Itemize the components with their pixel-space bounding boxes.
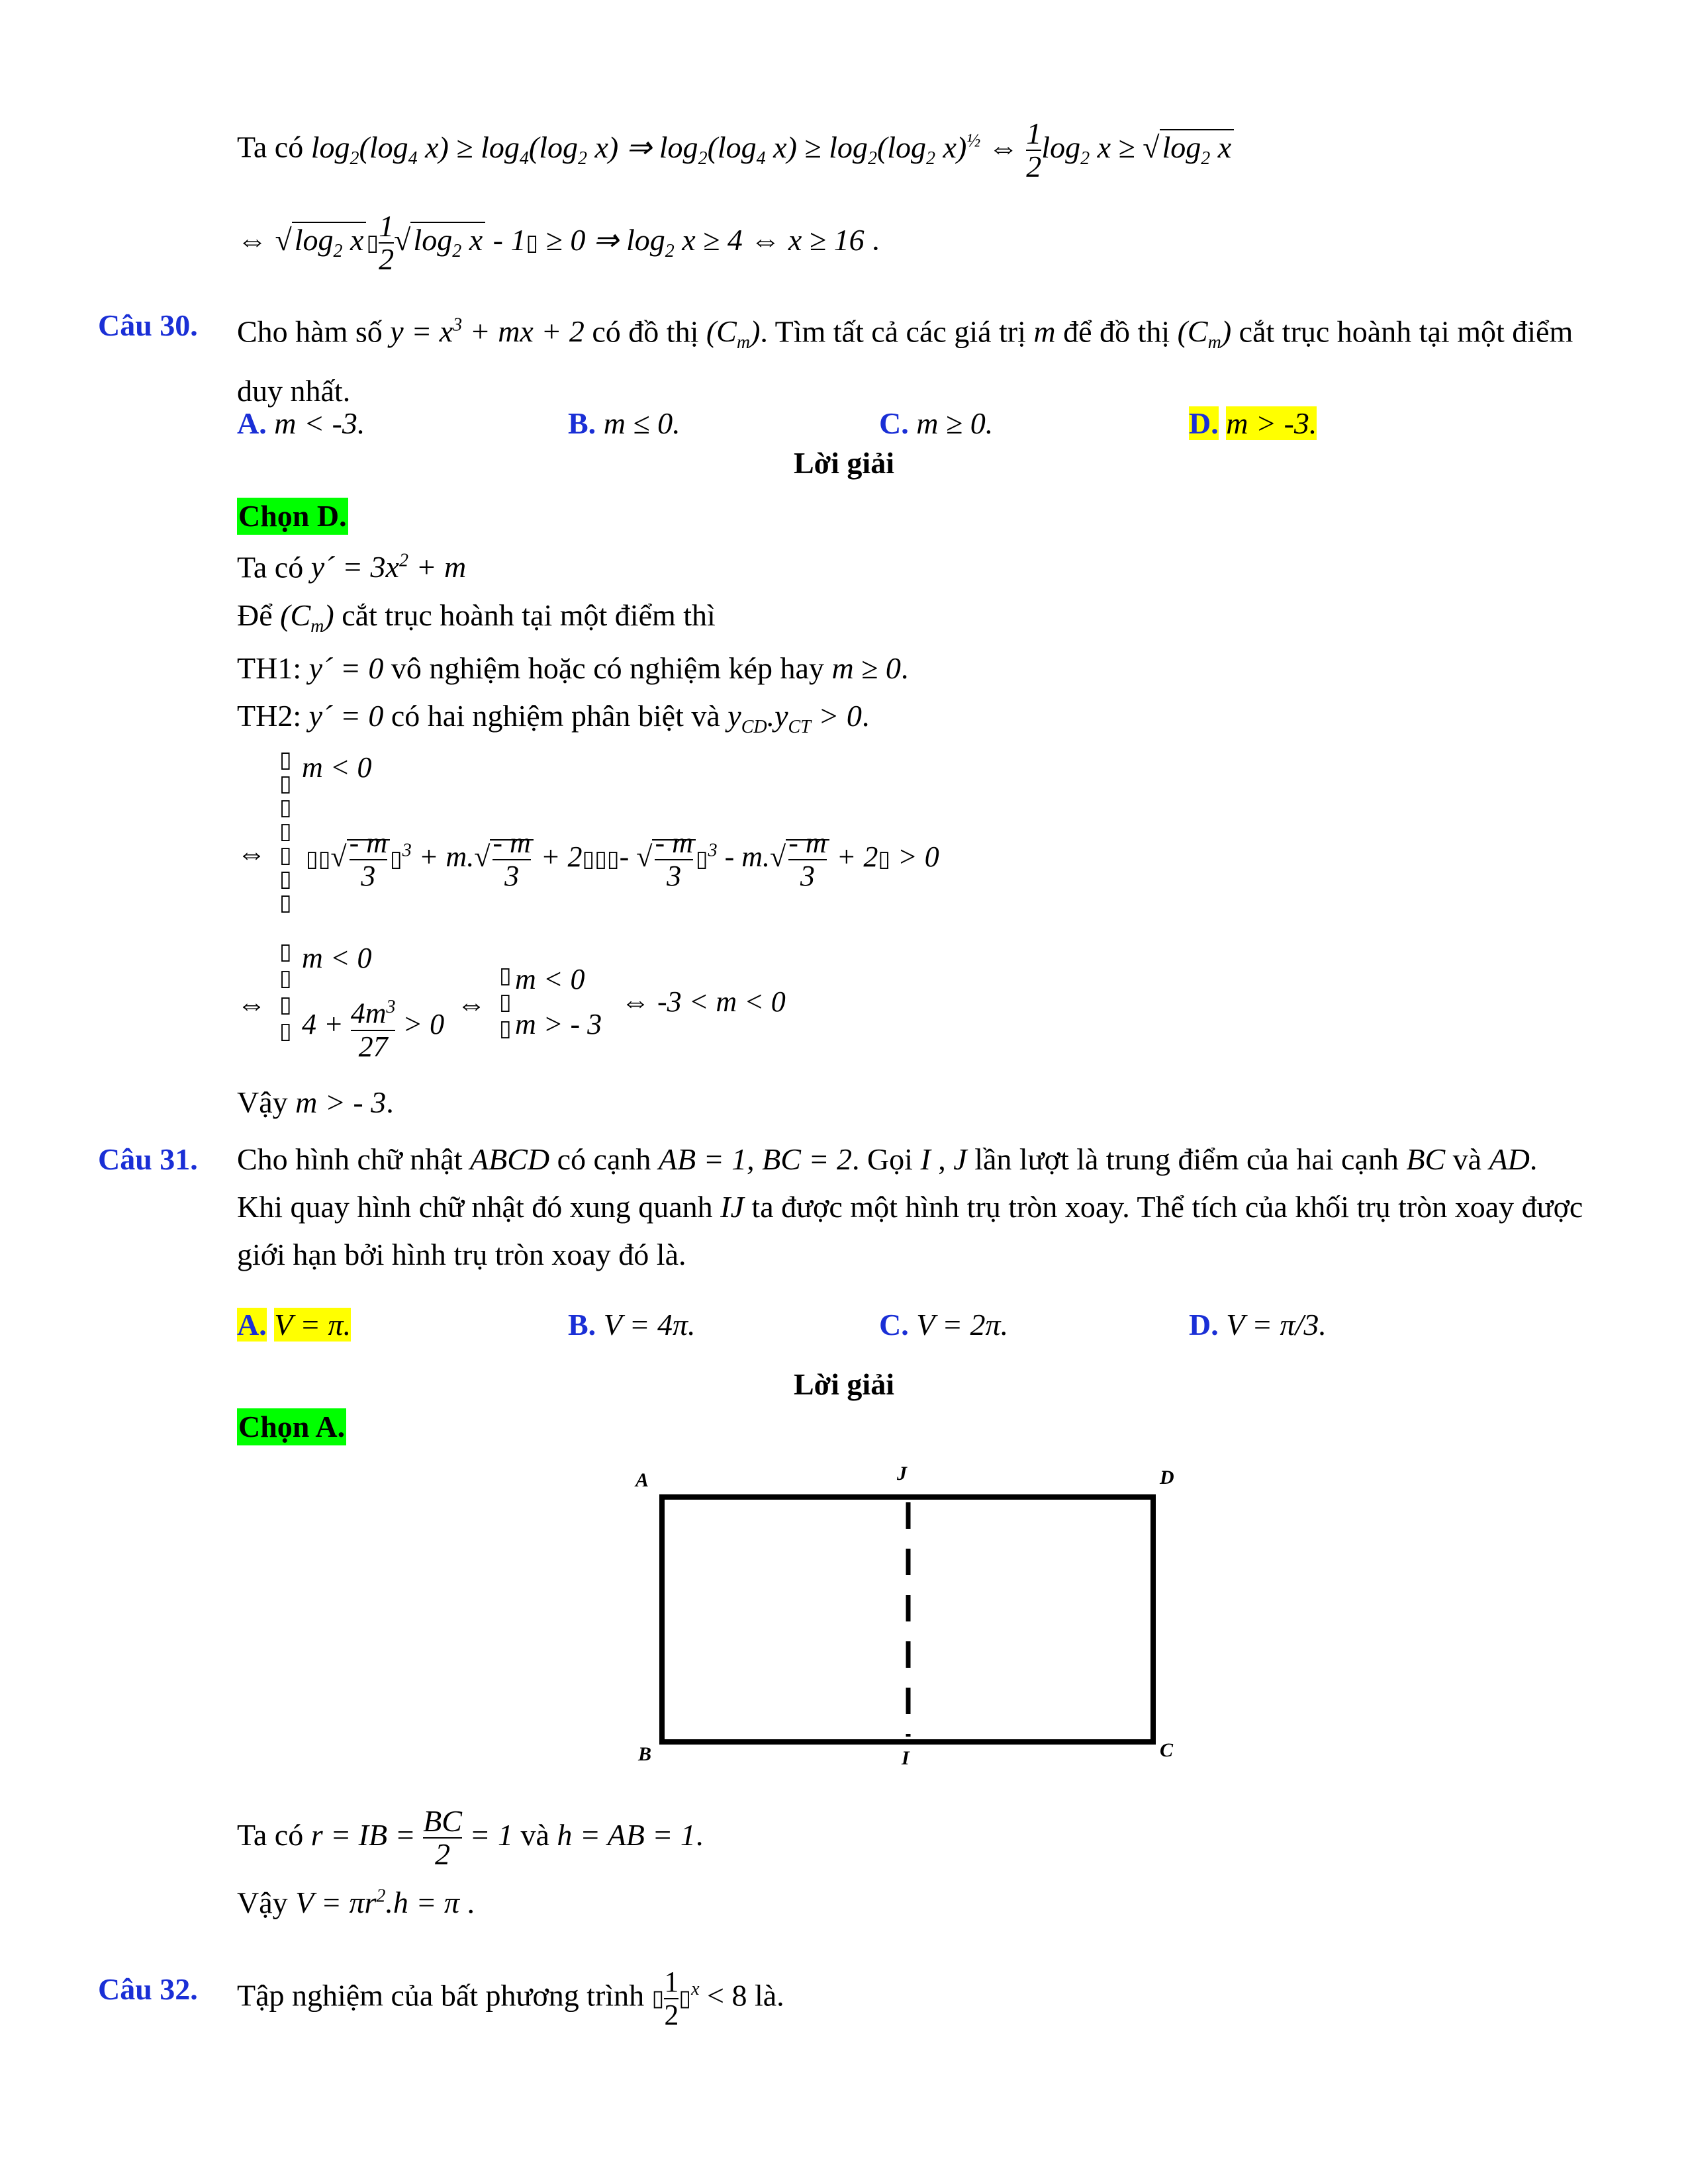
q30-option-a[interactable]: A. m < -3.: [237, 406, 365, 440]
q30-chosen: Chọn D.: [237, 498, 348, 535]
vertex-label-b: B: [638, 1743, 652, 1765]
q30-solution-title: Lời giải: [794, 446, 894, 480]
vertex-label-i: I: [902, 1747, 910, 1769]
eq-top-line-2: ⇔ $√\log_2$ x ▯ $\frac{1}{2}$ $√\log_2$ x - 1▯ ≥ 0 ⇒ $\log_2 x \ge 4$ ⇔ x ≥ 16 .: [237, 209, 880, 276]
eq-top-line-1: Ta có $\log_2(\log_4$ $x) \ge \log_4(\log_2$ x) ⇒ $\log_2(\log_4$ $x) \ge \log_2(\log_2$ x)$^{\frac{1}{2}}$ ⇔ $\frac{1}{2}$ $\log_2 x \ge √\log_2$ x: [237, 118, 1234, 183]
q30-system-2: ⇔ ▯ ▯ ▯ ▯ m < 0 4 + $\frac{4m^3}{27}$ > 0 ⇔ ▯ ▯ ▯ m < 0 m > - 3 ⇔ -3 < m < 0: [237, 938, 786, 1063]
q30-option-d[interactable]: D. m > -3.: [1189, 406, 1317, 440]
q30-line-1: Ta có y´ = $3x^2 + m$: [237, 550, 467, 584]
q31-option-b[interactable]: B. V = 4π.: [568, 1308, 696, 1342]
q31-option-c[interactable]: C. V = 2π.: [879, 1308, 1009, 1342]
q31-option-d[interactable]: D. V = π/3.: [1189, 1308, 1327, 1342]
q32-text: Tập nghiệm của bất phương trình ▯ $\frac{1}{2}$ ▯$^x$ < 8 là.: [237, 1965, 784, 2031]
q31-solution-title: Lời giải: [794, 1367, 894, 1401]
q31-line-1: Ta có r = IB = $\frac{BC}{2}$ = 1 và h = AB = 1.: [237, 1804, 704, 1872]
vertex-label-c: C: [1160, 1739, 1174, 1761]
q30-system-1: ⇔ ▯ ▯ ▯ ▯ ▯ ▯ ▯ m < 0 ▯▯√ $\frac{- m}{3}$ ▯$^3$ + m.√ $\frac{- m}{3}$ + 2▯▯▯- √ $\frac{- m}{3}$ ▯$^3$ - m.√ $\frac{- m}{3}$ + 2▯ > 0: [237, 747, 939, 916]
q30-text: Cho hàm số $y = x^3$ + mx + 2 có đồ thị $(C_m)$. Tìm tất cả các giá trị m để đồ thị $(C_m)$ cắt trục hoành tại một điểm duy nhất.: [237, 314, 1573, 408]
q30-line-4: TH2: y´ = 0 có hai nghiệm phân biệt và $y_{CD}.y_{CT} > 0$.: [237, 699, 870, 738]
vertex-label-j: J: [897, 1463, 907, 1484]
q30-option-c[interactable]: C. m ≥ 0.: [879, 406, 994, 440]
q30-line-2: Để $(C_m)$ cắt trục hoành tại một điểm thì: [237, 598, 716, 637]
q31-label: Câu 31.: [98, 1142, 198, 1176]
q30-line-3: TH1: y´ = 0 vô nghiệm hoặc có nghiệm kép hay m ≥ 0.: [237, 651, 909, 685]
q30-conclusion: Vậy m > - 3.: [237, 1085, 394, 1119]
q30-label: Câu 30.: [98, 308, 198, 342]
vertex-label-d: D: [1160, 1467, 1174, 1488]
q30-option-b[interactable]: B. m ≤ 0.: [568, 406, 680, 440]
q32-label: Câu 32.: [98, 1972, 198, 2006]
q31-line-2: Vậy $V = \pi r^2.h = \pi$ .: [237, 1886, 475, 1920]
vertex-label-a: A: [635, 1469, 649, 1491]
q31-option-a[interactable]: A. V = π.: [237, 1308, 352, 1342]
q31-chosen: Chọn A.: [237, 1408, 346, 1445]
q31-text: Cho hình chữ nhật ABCD có cạnh AB = 1, BC = 2. Gọi I , J lần lượt là trung điểm của hai cạnh BC và AD. Khi quay hình chữ nhật đó xung quanh IJ ta được một hình trụ tròn xoay. Thể tích của khối trụ tròn xoay được giới hạn bởi hình trụ tròn xoay đó là.: [237, 1142, 1583, 1271]
